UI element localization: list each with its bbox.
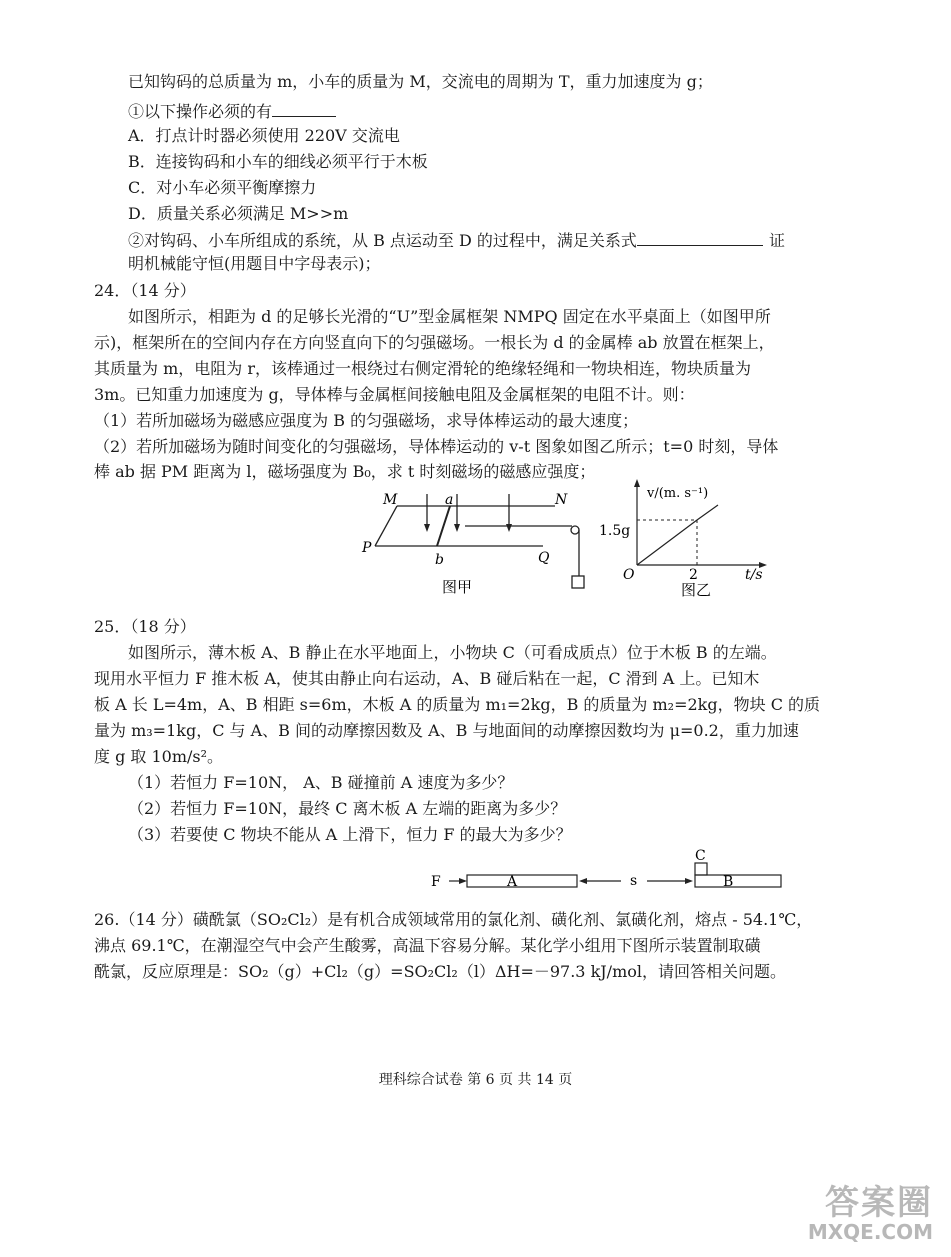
q25-paragraph-line: 板 A 长 L=4m，A、B 相距 s=6m，木板 A 的质量为 m₁=2kg，B 的质量为 m₂=2kg，物块 C 的质: [94, 695, 821, 714]
label-b: b: [435, 552, 444, 568]
page-footer: 理科综合试卷 第 6 页 共 14 页: [378, 1072, 573, 1088]
arrow-head: [459, 878, 467, 884]
q23-sub2-tail: 证: [768, 231, 785, 250]
watermark-en: MXQE.COM: [807, 1220, 933, 1244]
rail-mp: [375, 506, 397, 546]
q26-line: 沸点 69.1℃，在潮湿空气中会产生酸雾，高温下容易分解。某化学小组用下图所示装置制取磺: [94, 936, 761, 955]
origin-label: O: [623, 567, 635, 583]
answer-blank: [272, 100, 336, 117]
board-a: [467, 875, 577, 887]
q25-paragraph-line: 度 g 取 10m/s²。: [94, 747, 224, 766]
figure-u-frame: [355, 480, 600, 600]
arrow-head: [424, 524, 430, 532]
figure-boards: [425, 845, 785, 895]
label-q: Q: [538, 550, 550, 566]
q25-header: 25．（18 分）: [94, 617, 196, 636]
x-tick-label: 2: [689, 567, 698, 583]
y-tick-label: 1.5g: [599, 523, 631, 539]
label-m: M: [383, 492, 398, 508]
label-force: F: [431, 874, 441, 890]
hanging-block: [572, 576, 584, 588]
q24-paragraph-line: 其质量为 m，电阻为 r，该棒通过一根绕过右侧定滑轮的绝缘轻绳和一物块相连，物块质量为: [94, 359, 751, 378]
q24-paragraph-line: 示)，框架所在的空间内存在方向竖直向下的匀强磁场。一根长为 d 的金属棒 ab 放置在框架上，: [94, 333, 775, 352]
block-c: [695, 863, 707, 875]
q23-option-c: C．对小车必须平衡摩擦力: [128, 178, 317, 197]
answer-blank: [637, 229, 763, 246]
x-axis-label: t/s: [745, 567, 763, 583]
label-a: a: [445, 492, 454, 508]
q26-line: 酰氯，反应原理是：SO₂（g）+Cl₂（g）=SO₂Cl₂（l）ΔH=－97.3 kJ/mol，请回答相关问题。: [94, 962, 786, 981]
label-n: N: [555, 492, 568, 508]
watermark-logo: [808, 1185, 933, 1243]
q24-question-2: （2）若所加磁场为随时间变化的匀强磁场，导体棒运动的 v-t 图象如图乙所示；t=0 时刻，导体: [94, 437, 779, 456]
label-p: P: [362, 540, 372, 556]
pulley: [571, 526, 579, 534]
label-block-c: C: [695, 848, 706, 864]
y-axis-label: v/(m. s⁻¹): [647, 486, 709, 501]
q23-sub2-text: ②对钩码、小车所组成的系统，从 B 点运动至 D 的过程中，满足关系式: [128, 231, 637, 250]
y-axis-arrow: [634, 479, 640, 487]
q26-line: 26.（14 分）磺酰氯（SO₂Cl₂）是有机合成领域常用的氯化剂、磺化剂、氯磺化剂，熔点 - 54.1℃，: [94, 910, 813, 929]
board-b: [695, 875, 781, 887]
q24-question-2-continued: 棒 ab 据 PM 距离为 l，磁场强度为 B₀，求 t 时刻磁场的磁感应强度；: [94, 462, 596, 481]
figure-caption: 图甲: [442, 578, 473, 596]
q24-question-1: （1）若所加磁场为磁感应强度为 B 的匀强磁场，求导体棒运动的最大速度；: [94, 411, 639, 430]
q24-paragraph-line: 如图所示，相距为 d 的足够长光滑的“U”型金属框架 NMPQ 固定在水平桌面上（如图甲所: [128, 307, 771, 326]
velocity-line: [637, 505, 718, 565]
q23-sub2-continued: 明机械能守恒(用题目中字母表示)；: [128, 254, 381, 273]
q25-question-2: （2）若恒力 F=10N，最终 C 离木板 A 左端的距离为多少？: [128, 799, 567, 818]
q23-known-text: 已知钩码的总质量为 m，小车的质量为 M，交流电的周期为 T，重力加速度为 g；: [128, 72, 713, 91]
label-distance: s: [630, 873, 638, 889]
figure-caption: 图乙: [681, 581, 712, 599]
q23-option-b: B．连接钩码和小车的细线必须平行于木板: [128, 152, 428, 171]
arrow-head: [506, 524, 512, 532]
q25-question-1: （1）若恒力 F=10N， A、B 碰撞前 A 速度为多少？: [128, 773, 514, 792]
figure-vt-graph: [595, 475, 775, 603]
q23-option-d: D．质量关系必须满足 M>>m: [128, 204, 349, 223]
q24-paragraph-line: 3m。已知重力加速度为 g，导体棒与金属框间接触电阻及金属框架的电阻不计。则：: [94, 385, 695, 404]
q23-sub2: [128, 229, 785, 251]
watermark-cn: 答案圈: [825, 1183, 933, 1223]
label-board-b: B: [723, 874, 734, 890]
q25-paragraph-line: 如图所示，薄木板 A、B 静止在水平地面上，小物块 C（可看成质点）位于木板 B 的左端。: [128, 643, 777, 662]
q23-option-a: A．打点计时器必须使用 220V 交流电: [128, 126, 400, 145]
q25-paragraph-line: 现用水平恒力 F 推木板 A，使其由静止向右运动，A、B 碰后粘在一起，C 滑到 A 上。已知木: [94, 669, 760, 688]
arrow-head: [685, 878, 693, 884]
label-board-a: A: [507, 874, 518, 890]
q23-sub1: [128, 100, 336, 122]
q25-paragraph-line: 量为 m₃=1kg，C 与 A、B 间的动摩擦因数及 A、B 与地面间的动摩擦因数均为 μ=0.2，重力加速: [94, 721, 799, 740]
rod-ab: [437, 506, 450, 546]
q24-header: 24．（14 分）: [94, 281, 196, 300]
arrow-head: [579, 878, 587, 884]
arrow-head: [454, 524, 460, 532]
q23-sub1-text: ①以下操作必须的有: [128, 102, 273, 121]
q25-question-3: （3）若要使 C 物块不能从 A 上滑下，恒力 F 的最大为多少？: [128, 825, 572, 844]
